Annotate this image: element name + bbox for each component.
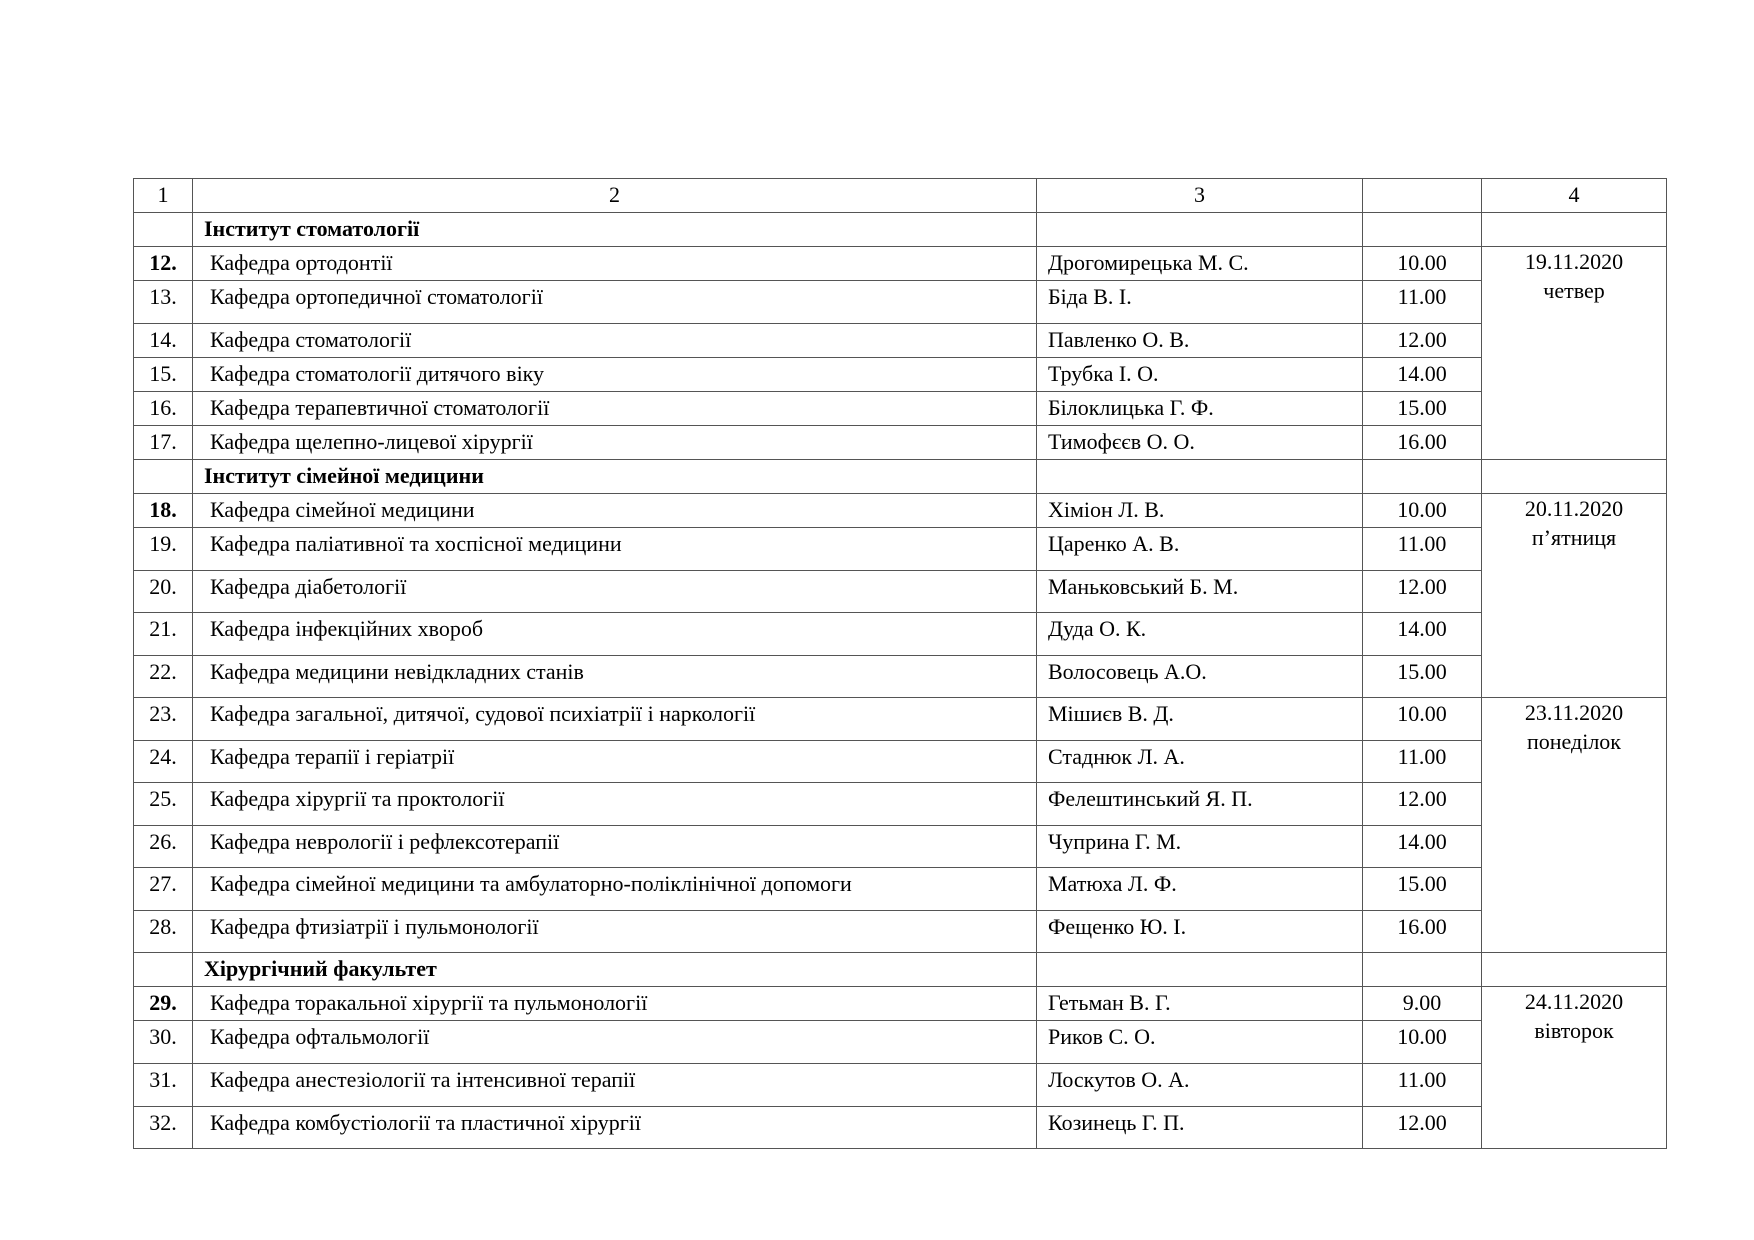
section-empty-cell: [1482, 460, 1667, 494]
row-number: 24.: [134, 741, 193, 783]
head-of-department: Риков С. О.: [1037, 1021, 1363, 1064]
table-row: [134, 911, 1667, 953]
schedule-table: [133, 178, 1667, 1149]
table-row: [134, 656, 1667, 698]
meeting-time: 15.00: [1363, 656, 1482, 698]
head-of-department: Козинець Г. П.: [1037, 1107, 1363, 1149]
table-row: [134, 392, 1667, 426]
section-empty-cell: [1363, 213, 1482, 247]
head-of-department: Матюха Л. Ф.: [1037, 868, 1363, 911]
meeting-time: 12.00: [1363, 1107, 1482, 1149]
department-name: Кафедра терапії і геріатрії: [193, 741, 1037, 783]
department-name: Кафедра діабетології: [193, 571, 1037, 613]
table-row: [134, 426, 1667, 460]
row-number: 13.: [134, 281, 193, 324]
table-row: [134, 1021, 1667, 1064]
section-num-cell: [134, 460, 193, 494]
department-name: Кафедра офтальмології: [193, 1021, 1037, 1064]
section-header-row: [134, 213, 1667, 247]
head-of-department: Трубка І. О.: [1037, 358, 1363, 392]
section-header-row: [134, 953, 1667, 987]
section-empty-cell: [1037, 213, 1363, 247]
row-number: 26.: [134, 826, 193, 868]
department-name: Кафедра медицини невідкладних станів: [193, 656, 1037, 698]
row-number: 30.: [134, 1021, 193, 1064]
head-of-department: Біда В. І.: [1037, 281, 1363, 324]
row-number: 18.: [134, 494, 193, 528]
meeting-time: 14.00: [1363, 826, 1482, 868]
meeting-time: 10.00: [1363, 494, 1482, 528]
department-name: Кафедра загальної, дитячої, судової психіатрії і наркології: [193, 698, 1037, 741]
meeting-time: 11.00: [1363, 528, 1482, 571]
head-of-department: Павленко О. В.: [1037, 324, 1363, 358]
meeting-time: 10.00: [1363, 1021, 1482, 1064]
section-empty-cell: [1482, 953, 1667, 987]
head-of-department: Мішиєв В. Д.: [1037, 698, 1363, 741]
table-row: [134, 247, 1667, 281]
head-of-department: Волосовець А.О.: [1037, 656, 1363, 698]
section-num-cell: [134, 213, 193, 247]
section-empty-cell: [1363, 953, 1482, 987]
header-cell-3: 3: [1037, 179, 1363, 213]
table-row: [134, 281, 1667, 324]
table-row: [134, 1064, 1667, 1107]
head-of-department: Гетьман В. Г.: [1037, 987, 1363, 1021]
department-name: Кафедра фтизіатрії і пульмонології: [193, 911, 1037, 953]
meeting-time: 14.00: [1363, 613, 1482, 656]
department-name: Кафедра ортодонтії: [193, 247, 1037, 281]
section-num-cell: [134, 953, 193, 987]
table-header-row: [134, 179, 1667, 213]
header-cell-2: 2: [193, 179, 1037, 213]
head-of-department: Лоскутов О. А.: [1037, 1064, 1363, 1107]
table-row: [134, 987, 1667, 1021]
meeting-time: 15.00: [1363, 392, 1482, 426]
department-name: Кафедра паліативної та хоспісної медицини: [193, 528, 1037, 571]
meeting-time: 12.00: [1363, 571, 1482, 613]
row-number: 28.: [134, 911, 193, 953]
department-name: Кафедра стоматології: [193, 324, 1037, 358]
department-name: Кафедра ортопедичної стоматології: [193, 281, 1037, 324]
department-name: Кафедра торакальної хірургії та пульмонології: [193, 987, 1037, 1021]
row-number: 17.: [134, 426, 193, 460]
head-of-department: Хіміон Л. В.: [1037, 494, 1363, 528]
meeting-time: 16.00: [1363, 911, 1482, 953]
row-number: 29.: [134, 987, 193, 1021]
head-of-department: Царенко А. В.: [1037, 528, 1363, 571]
department-name: Кафедра хірургії та проктології: [193, 783, 1037, 826]
meeting-time: 10.00: [1363, 247, 1482, 281]
head-of-department: Дрогомирецька М. С.: [1037, 247, 1363, 281]
meeting-time: 11.00: [1363, 281, 1482, 324]
department-name: Кафедра неврології і рефлексотерапії: [193, 826, 1037, 868]
table-row: [134, 613, 1667, 656]
header-cell-4: 4: [1482, 179, 1667, 213]
meeting-time: 14.00: [1363, 358, 1482, 392]
meeting-weekday: п’ятниця: [1531, 525, 1617, 550]
section-empty-cell: [1363, 460, 1482, 494]
head-of-department: Фещенко Ю. І.: [1037, 911, 1363, 953]
meeting-date: 19.11.2020: [1524, 249, 1624, 274]
table-row: [134, 783, 1667, 826]
meeting-time: 9.00: [1363, 987, 1482, 1021]
row-number: 27.: [134, 868, 193, 911]
section-title: Інститут стоматології: [193, 213, 1037, 247]
table-row: [134, 741, 1667, 783]
meeting-time: 10.00: [1363, 698, 1482, 741]
meeting-weekday: понеділок: [1527, 729, 1621, 754]
head-of-department: Маньковський Б. М.: [1037, 571, 1363, 613]
section-empty-cell: [1482, 213, 1667, 247]
department-name: Кафедра сімейної медицини та амбулаторно-поліклінічної допомоги: [193, 868, 1037, 911]
head-of-department: Фелештинський Я. П.: [1037, 783, 1363, 826]
department-name: Кафедра щелепно-лицевої хірургії: [193, 426, 1037, 460]
row-number: 14.: [134, 324, 193, 358]
meeting-time: 12.00: [1363, 324, 1482, 358]
head-of-department: Стаднюк Л. А.: [1037, 741, 1363, 783]
table-row: [134, 868, 1667, 911]
head-of-department: Тимофєєв О. О.: [1037, 426, 1363, 460]
row-number: 22.: [134, 656, 193, 698]
meeting-date: 24.11.2020: [1524, 989, 1624, 1014]
meeting-date: 23.11.2020: [1524, 700, 1624, 725]
row-number: 12.: [134, 247, 193, 281]
department-name: Кафедра стоматології дитячого віку: [193, 358, 1037, 392]
table-row: [134, 528, 1667, 571]
head-of-department: Дуда О. К.: [1037, 613, 1363, 656]
table-row: [134, 571, 1667, 613]
head-of-department: Чуприна Г. М.: [1037, 826, 1363, 868]
row-number: 16.: [134, 392, 193, 426]
meeting-time: 11.00: [1363, 1064, 1482, 1107]
table-row: [134, 826, 1667, 868]
row-number: 19.: [134, 528, 193, 571]
header-cell-1: 1: [134, 179, 193, 213]
section-empty-cell: [1037, 953, 1363, 987]
department-name: Кафедра терапевтичної стоматології: [193, 392, 1037, 426]
table-row: [134, 698, 1667, 741]
row-number: 21.: [134, 613, 193, 656]
table-row: [134, 1107, 1667, 1149]
schedule-body: [134, 179, 1667, 1149]
meeting-date-cell: [1482, 987, 1667, 1149]
meeting-date: 20.11.2020: [1524, 496, 1624, 521]
meeting-date-cell: [1482, 247, 1667, 460]
meeting-weekday: вівторок: [1534, 1018, 1614, 1043]
section-empty-cell: [1037, 460, 1363, 494]
section-header-row: [134, 460, 1667, 494]
row-number: 31.: [134, 1064, 193, 1107]
row-number: 32.: [134, 1107, 193, 1149]
department-name: Кафедра інфекційних хвороб: [193, 613, 1037, 656]
header-cell-time: [1363, 179, 1482, 213]
head-of-department: Білоклицька Г. Ф.: [1037, 392, 1363, 426]
department-name: Кафедра анестезіології та інтенсивної терапії: [193, 1064, 1037, 1107]
department-name: Кафедра сімейної медицини: [193, 494, 1037, 528]
row-number: 15.: [134, 358, 193, 392]
table-row: [134, 358, 1667, 392]
meeting-time: 12.00: [1363, 783, 1482, 826]
meeting-weekday: четвер: [1543, 278, 1605, 303]
row-number: 23.: [134, 698, 193, 741]
meeting-time: 15.00: [1363, 868, 1482, 911]
meeting-date-cell: [1482, 494, 1667, 698]
table-row: [134, 494, 1667, 528]
section-title: Інститут сімейної медицини: [193, 460, 1037, 494]
row-number: 25.: [134, 783, 193, 826]
meeting-date-cell: [1482, 698, 1667, 953]
meeting-time: 11.00: [1363, 741, 1482, 783]
department-name: Кафедра комбустіології та пластичної хірургії: [193, 1107, 1037, 1149]
table-row: [134, 324, 1667, 358]
section-title: Хірургічний факультет: [193, 953, 1037, 987]
row-number: 20.: [134, 571, 193, 613]
meeting-time: 16.00: [1363, 426, 1482, 460]
